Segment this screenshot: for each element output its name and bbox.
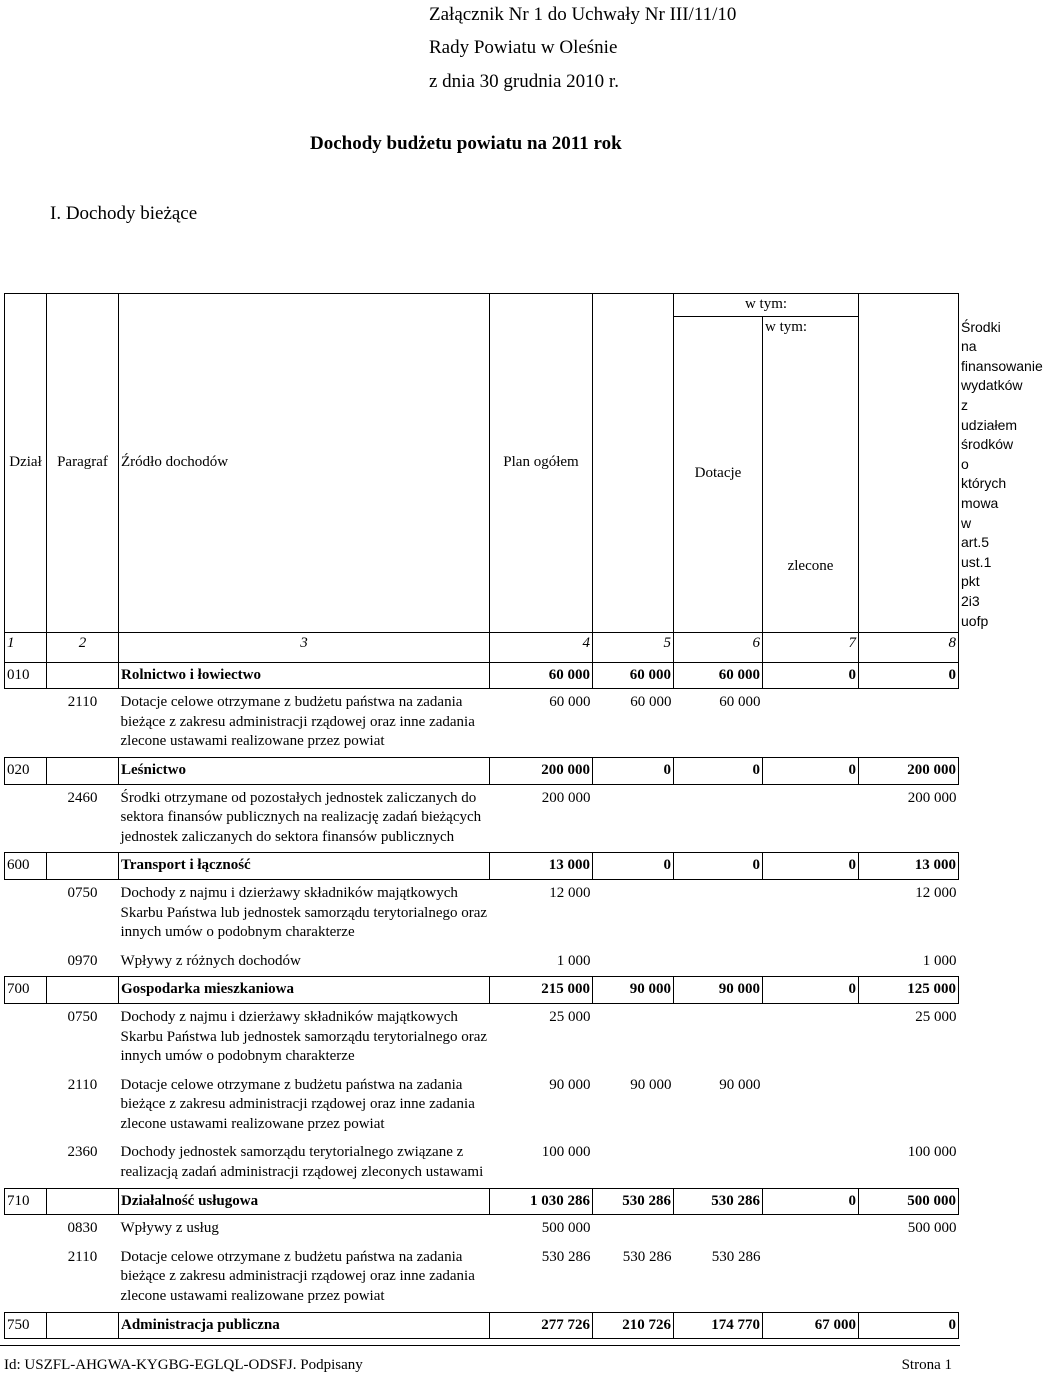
cell-srodki <box>763 1215 859 1244</box>
cell-paragraf <box>47 757 119 784</box>
cell-paragraf: 0750 <box>67 1008 98 1025</box>
colnum-2: 2 <box>47 632 119 662</box>
cell-srodki: 0 <box>763 757 859 784</box>
cell-zrodlo: Dochody jednostek samorządu terytorialnego związane z realizacją zadań administracji rządowej zleconych ustawami <box>120 1144 484 1181</box>
cell-zlecone <box>674 784 763 853</box>
cell-plan: 25 000 <box>549 1008 591 1025</box>
cell-plan: 200 000 <box>490 757 593 784</box>
header-w-tym: w tym: <box>763 316 859 502</box>
cell-zlecone <box>674 1003 763 1071</box>
cell-srodki <box>763 1003 859 1071</box>
cell-zrodlo: Środki otrzymane od pozostałych jednostek zaliczanych do sektora finansów publicznych na realizację zadań bieżących jednostek zaliczanych do sektora finansów publicznych <box>120 789 482 845</box>
cell-zrodlo: Dochody z najmu i dzierżawy składników majątkowych Skarbu Państwa lub jednostek samorządu terytorialnego oraz innych umów o podobnym charakterze <box>120 1008 488 1065</box>
cell-paragraf: 2110 <box>67 1248 98 1265</box>
cell-paragraf <box>47 853 119 880</box>
cell-srodki <box>763 1072 859 1140</box>
paragraf-row <box>5 784 959 853</box>
cell-pozostale: 12 000 <box>915 884 957 901</box>
dzial-row <box>5 977 959 1004</box>
cell-paragraf: 0830 <box>67 1220 98 1237</box>
cell-srodki: 0 <box>763 853 859 880</box>
cell-zrodlo: Transport i łączność <box>119 853 490 880</box>
cell-pozostale: 13 000 <box>859 853 959 880</box>
section-heading: I. Dochody bieżące <box>50 203 198 224</box>
cell-zlecone: 60 000 <box>674 662 763 689</box>
cell-paragraf: 2360 <box>67 1144 98 1161</box>
cell-dzial <box>5 1072 47 1140</box>
cell-zrodlo: Wpływy z usług <box>120 1220 219 1237</box>
cell-dzial <box>5 1215 47 1244</box>
cell-dzial: 700 <box>5 977 47 1004</box>
paragraf-row <box>5 948 959 977</box>
cell-pozostale: 200 000 <box>907 789 957 806</box>
cell-dotacje: 530 286 <box>622 1248 672 1265</box>
cell-dotacje <box>593 1139 674 1188</box>
dzial-row <box>5 1188 959 1215</box>
cell-plan: 60 000 <box>549 694 591 711</box>
cell-zlecone <box>674 1215 763 1244</box>
dzial-row <box>5 1312 959 1339</box>
cell-dotacje <box>593 1215 674 1244</box>
cell-plan: 200 000 <box>541 789 591 806</box>
cell-paragraf: 2460 <box>67 789 98 806</box>
cell-dotacje: 60 000 <box>630 694 672 711</box>
cell-plan: 277 726 <box>490 1312 593 1339</box>
cell-srodki <box>763 1244 859 1312</box>
cell-dzial: 600 <box>5 853 47 880</box>
cell-plan: 500 000 <box>541 1220 591 1237</box>
cell-pozostale: 500 000 <box>907 1220 957 1237</box>
cell-zlecone: 530 286 <box>674 1188 763 1215</box>
footer-rule <box>0 1345 960 1346</box>
header-dotacje: Dotacje <box>694 465 742 482</box>
cell-paragraf: 0750 <box>67 884 98 901</box>
resolution-date: z dnia 30 grudnia 2010 r. <box>429 71 619 92</box>
paragraf-row <box>5 1139 959 1188</box>
cell-srodki <box>763 689 859 758</box>
paragraf-row <box>5 1072 959 1140</box>
cell-dotacje: 530 286 <box>593 1188 674 1215</box>
cell-pozostale: 0 <box>859 662 959 689</box>
cell-zlecone: 530 286 <box>711 1248 761 1265</box>
cell-plan: 1 030 286 <box>490 1188 593 1215</box>
cell-paragraf <box>47 1312 119 1339</box>
header-paragraf: Paragraf <box>47 294 119 633</box>
cell-zrodlo: Gospodarka mieszkaniowa <box>119 977 490 1004</box>
cell-pozostale <box>859 689 959 758</box>
cell-zlecone: 174 770 <box>674 1312 763 1339</box>
cell-srodki <box>763 784 859 853</box>
cell-dotacje <box>593 784 674 853</box>
cell-pozostale: 200 000 <box>859 757 959 784</box>
paragraf-row <box>5 689 959 758</box>
cell-pozostale: 100 000 <box>907 1144 957 1161</box>
footer-page-number: Strona 1 <box>901 1357 952 1373</box>
cell-dzial <box>5 948 47 977</box>
cell-dzial: 020 <box>5 757 47 784</box>
cell-zrodlo: Rolnictwo i łowiectwo <box>119 662 490 689</box>
cell-plan: 215 000 <box>490 977 593 1004</box>
attachment-title: Załącznik Nr 1 do Uchwały Nr III/11/10 <box>429 4 737 25</box>
cell-dzial <box>5 1003 47 1071</box>
cell-paragraf <box>47 977 119 1004</box>
cell-pozostale <box>859 1244 959 1312</box>
paragraf-row <box>5 879 959 947</box>
header-dzial: Dział <box>5 294 47 633</box>
cell-pozostale: 1 000 <box>922 952 957 969</box>
cell-zrodlo: Dotacje celowe otrzymane z budżetu państwa na zadania bieżące z zakresu administracji rządowej oraz inne zadania zlecone ustawami realizowane przez powiat <box>120 1248 475 1305</box>
cell-dotacje <box>593 1003 674 1071</box>
paragraf-row <box>5 1244 959 1312</box>
cell-dzial: 710 <box>5 1188 47 1215</box>
colnum-1: 1 <box>5 632 47 662</box>
cell-pozostale: 125 000 <box>859 977 959 1004</box>
cell-plan: 12 000 <box>549 884 591 901</box>
dzial-row <box>5 662 959 689</box>
cell-dotacje <box>593 948 674 977</box>
header-zlecone: zlecone <box>763 502 859 632</box>
cell-pozostale: 500 000 <box>859 1188 959 1215</box>
header-plan: Plan ogółem <box>490 294 593 633</box>
cell-zrodlo: Wpływy z różnych dochodów <box>120 952 301 969</box>
cell-plan: 1 000 <box>556 952 591 969</box>
cell-plan: 60 000 <box>490 662 593 689</box>
cell-dotacje: 90 000 <box>593 977 674 1004</box>
header-dotacje-cell <box>674 316 763 632</box>
cell-zrodlo: Dotacje celowe otrzymane z budżetu państwa na zadania bieżące z zakresu administracji rządowej oraz inne zadania zlecone ustawami realizowane przez powiat <box>120 1076 475 1132</box>
cell-dzial <box>5 1244 47 1312</box>
cell-zlecone: 0 <box>674 757 763 784</box>
revenue-table: Dział Paragraf Źródło dochodów Plan ogółem w tym: Dotacje w tym: Środki na finansowanie wydatków z udziałem środków o których mowa w art.5 ust.1 pkt 2i3 uofp zlecone 1 2 3 4 5 6 7 8 010 Rolnictwo i łowiectwo 60 000 60 000 60 000 0 0 2110 Dotacje celowe otrzymane z budżetu państwa na zadania bieżące z zakresu administracji rządowej oraz inne zadania zlecone ustawami realizowane przez powiat 60 000 60 000 60 000 020 Leśnictwo 200 000 0 0 0 200 000 2460 Środki otrzymane od pozostałych jednostek zaliczanych do sektora finansów publicznych na realizację zadań bieżących jednostek zaliczanych do sektora finansów publicznych 200 000 200 000 600 Transport i łączność 13 000 0 0 0 13 000 0750 Dochody z najmu i dzierżawy składników majątkowych Skarbu Państwa lub jednostek samorządu terytorialnego oraz innych umów o podobnym charakterze 12 000 12 000 0970 Wpływy z różnych dochodów 1 000 1 000 700 Gospodarka mieszkaniowa 215 000 90 000 90 000 0 125 000 0750 Dochody z najmu i dzierżawy składników majątkowych Skarbu Państwa lub jednostek samorządu terytorialnego oraz innych umów o podobnym charakterze 25 000 25 000 2110 Dotacje celowe otrzymane z budżetu państwa na zadania bieżące z zakresu administracji rządowej oraz inne zadania zlecone ustawami realizowane przez powiat 90 000 90 000 90 000 2360 Dochody jednostek samorządu terytorialnego związane z realizacją zadań administracji rządowej zleconych ustawami 100 000 100 000 710 Działalność usługowa 1 030 286 530 286 530 286 0 500 000 0830 Wpływy z usług 500 000 500 000 2110 Dotacje celowe otrzymane z budżetu państwa na zadania bieżące z zakresu administracji rządowej oraz inne zadania zlecone ustawami realizowane przez powiat 530 286 530 286 530 286 750 Administracja publiczna 277 726 210 726 174 770 67 000 0 <box>4 293 959 1339</box>
cell-srodki: 0 <box>763 977 859 1004</box>
cell-paragraf: 2110 <box>67 694 98 711</box>
cell-srodki: 0 <box>763 662 859 689</box>
cell-srodki <box>763 1139 859 1188</box>
cell-dzial <box>5 1139 47 1188</box>
colnum-7: 7 <box>763 632 859 662</box>
cell-dotacje: 90 000 <box>630 1076 672 1093</box>
cell-pozostale: 0 <box>859 1312 959 1339</box>
cell-dzial <box>5 689 47 758</box>
paragraf-row <box>5 1003 959 1071</box>
dzial-row <box>5 853 959 880</box>
cell-srodki <box>763 948 859 977</box>
cell-zrodlo: Dochody z najmu i dzierżawy składników majątkowych Skarbu Państwa lub jednostek samorządu terytorialnego oraz innych umów o podobnym charakterze <box>120 884 488 941</box>
cell-dotacje: 60 000 <box>593 662 674 689</box>
cell-zlecone: 90 000 <box>719 1076 761 1093</box>
cell-pozostale <box>859 1072 959 1140</box>
cell-zlecone <box>674 879 763 947</box>
cell-zlecone <box>674 1139 763 1188</box>
cell-srodki <box>763 879 859 947</box>
colnum-8: 8 <box>859 632 959 662</box>
cell-srodki: 67 000 <box>763 1312 859 1339</box>
cell-dzial: 010 <box>5 662 47 689</box>
cell-dotacje <box>593 879 674 947</box>
cell-zlecone: 0 <box>674 853 763 880</box>
cell-zlecone <box>674 948 763 977</box>
colnum-6: 6 <box>674 632 763 662</box>
cell-paragraf: 2110 <box>67 1076 98 1093</box>
cell-pozostale: 25 000 <box>915 1008 957 1025</box>
header-zrodlo: Źródło dochodów <box>119 294 490 633</box>
cell-dzial: 750 <box>5 1312 47 1339</box>
cell-dotacje: 0 <box>593 853 674 880</box>
dzial-row <box>5 757 959 784</box>
cell-zrodlo: Administracja publiczna <box>119 1312 490 1339</box>
cell-zrodlo: Leśnictwo <box>119 757 490 784</box>
cell-paragraf <box>47 1188 119 1215</box>
colnum-3: 3 <box>119 632 490 662</box>
cell-zlecone: 60 000 <box>719 694 761 711</box>
cell-zrodlo: Dotacje celowe otrzymane z budżetu państwa na zadania bieżące z zakresu administracji rządowej oraz inne zadania zlecone ustawami realizowane przez powiat <box>120 694 475 750</box>
cell-plan: 530 286 <box>541 1248 591 1265</box>
colnum-5: 5 <box>593 632 674 662</box>
cell-paragraf: 0970 <box>67 952 98 969</box>
cell-paragraf <box>47 662 119 689</box>
cell-plan: 90 000 <box>549 1076 591 1093</box>
cell-srodki: 0 <box>763 1188 859 1215</box>
paragraf-row <box>5 1215 959 1244</box>
cell-dzial <box>5 879 47 947</box>
cell-zrodlo: Działalność usługowa <box>119 1188 490 1215</box>
cell-dzial <box>5 784 47 853</box>
header-w-tym-top: w tym: <box>674 294 859 317</box>
cell-dotacje: 0 <box>593 757 674 784</box>
cell-plan: 13 000 <box>490 853 593 880</box>
colnum-4: 4 <box>490 632 593 662</box>
council-name: Rady Powiatu w Oleśnie <box>429 37 618 58</box>
document-title: Dochody budżetu powiatu na 2011 rok <box>310 133 622 154</box>
cell-plan: 100 000 <box>541 1144 591 1161</box>
footer-document-id: Id: USZFL-AHGWA-KYGBG-EGLQL-ODSFJ. Podpisany <box>4 1357 363 1373</box>
cell-zlecone: 90 000 <box>674 977 763 1004</box>
cell-dotacje: 210 726 <box>593 1312 674 1339</box>
